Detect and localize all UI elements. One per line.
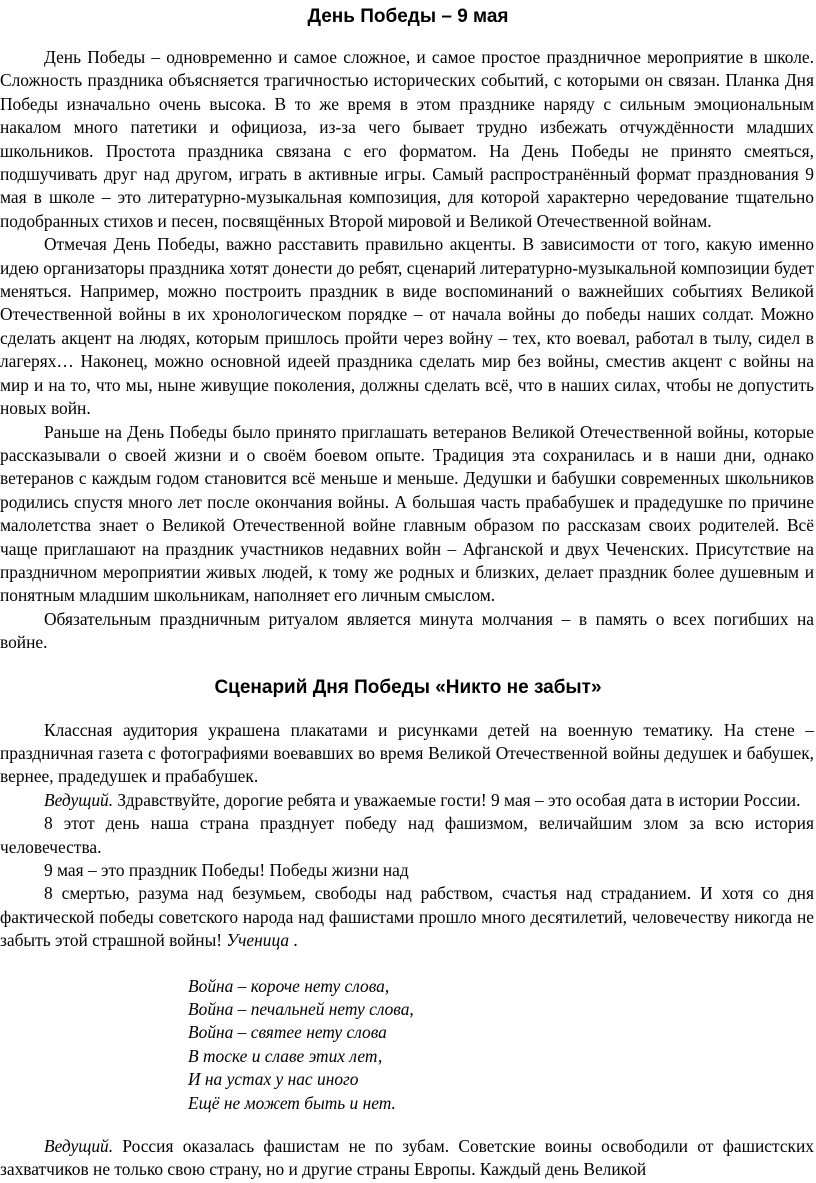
intro-paragraph-4: Обязательным праздничным ритуалом является минута молчания – в память о всех погибших на войне. <box>0 608 814 653</box>
scenario-continuation <box>0 1135 816 1182</box>
poem-line: И на устах у нас иного <box>188 1069 359 1090</box>
intro-paragraph-2: Отмечая День Победы, важно расставить правильно акценты. В зависимости от того, какую именно идею организаторы праздника хотят донести до ребят, сценарий литературно-музыкальной композиции будет меняться. Например, можно построить праздник в виде воспоминаний о важнейших событиях Великой Отечественной войны в их хронологическом порядке – от начала войны до победы наших солдат. Можно сделать акцент на людях, которым пришлось пройти через войну – тех, кто воевал, работал в тылу, сидел в лагерях… Наконец, можно основной идеей праздника сделать мир без войны, сместив акцент с войны на мир и на то, что мы, ныне живущие поколения, должны сделать всё, что в наших силах, чтобы не допустить новых войн. <box>0 234 814 419</box>
scenario-paragraph-2: 8 этот день наша страна празднует победу над фашизмом, величайшим злом за всю история человечества. <box>0 813 814 857</box>
page-title: День Победы – 9 мая <box>307 6 509 27</box>
setting-paragraph: Классная аудитория украшена плакатами и рисунками детей на военную тематику. На стене – праздничная газета с фотографиями воевавших во время Великой Отечественной войны дедушек и бабушек, вернее, прадедушек и прабабушек. <box>0 719 814 787</box>
scenario-section <box>0 719 816 953</box>
host-line-text-2: Россия оказалась фашистам не по зубам. Советские воины освободили от фашистских захватчиков не только свою страну, но и другие страны Европы. Каждый день Великой <box>0 1136 814 1180</box>
poem-block <box>188 975 816 1115</box>
intro-section <box>0 46 816 655</box>
host-line-text-1: Здравствуйте, дорогие ребята и уважаемые гости! 9 мая – это особая дата в истории России. <box>113 789 801 810</box>
speaker-student-label: Ученица <box>226 930 290 951</box>
speaker-host-label: Ведущий. <box>44 789 114 810</box>
poem-line: Война – святее нету слова <box>188 1022 387 1043</box>
scenario-paragraph-4 <box>0 882 814 952</box>
host-line-paragraph-2 <box>0 1135 814 1182</box>
poem-line: Война – печальней нету слова, <box>188 999 414 1020</box>
host-line-paragraph-1 <box>0 789 814 812</box>
section-title: Сценарий Дня Победы «Никто не забыт» <box>214 676 602 698</box>
poem-line: Война – короче нету слова, <box>188 975 390 996</box>
poem-line: Ещё не может быть и нет. <box>188 1092 396 1113</box>
intro-paragraph-3: Раньше на День Победы было принято приглашать ветеранов Великой Отечественной войны, которые рассказывали о своей жизни и о своём боевом опыте. Традиция эта сохранилась и в наши дни, однако ветеранов с каждым годом становится всё меньше и меньше. Дедушки и бабушки современных школьников родились спустя много лет после окончания войны. А большая часть прабабушек и прадедушке по причине малолетства знает о Великой Отечественной войне главным образом по рассказам своих родителей. Всё чаще приглашают на праздник участников недавних войн – Афганской и двух Чеченских. Присутствие на праздничном мероприятии живых людей, к тому же родных и близких, делает праздник более душевным и понятным младшим школьникам, наполняет его личным смыслом. <box>0 421 814 606</box>
poem-line: В тоске и славе этих лет, <box>188 1045 383 1066</box>
scenario-paragraph-4-text: 8 смертью, разума над безумьем, свободы над рабством, счастья над страданием. И хотя со дня фактической победы советского народа над фашистами прошло много десятилетий, человечеству никогда не забыть этой страшной войны! <box>0 883 814 951</box>
scenario-paragraph-3: 9 мая – это праздник Победы! Победы жизни над <box>44 860 409 880</box>
scenario-paragraph-4-end: . <box>289 930 298 951</box>
intro-paragraph-1: День Победы – одновременно и самое сложное, и самое простое праздничное мероприятие в школе. Сложность праздника объясняется трагичностью исторических событий, с которыми он связан. Планка Дня Победы изначально очень высока. В то же время в этом празднике наряду с сильным эмоциональным накалом много патетики и официоза, из-за чего бывает трудно избежать отчуждённости младших школьников. Простота праздника связана с его форматом. На День Победы не принято смеяться, подшучивать друг над другом, играть в активные игры. Самый распространённый формат празднования 9 мая в школе – это литературно-музыкальная композиция, для которой характерно чередование тщательно подобранных стихов и песен, посвящённых Второй мировой и Великой Отечественной войнам. <box>0 47 814 231</box>
speaker-host-label: Ведущий. <box>44 1136 114 1157</box>
